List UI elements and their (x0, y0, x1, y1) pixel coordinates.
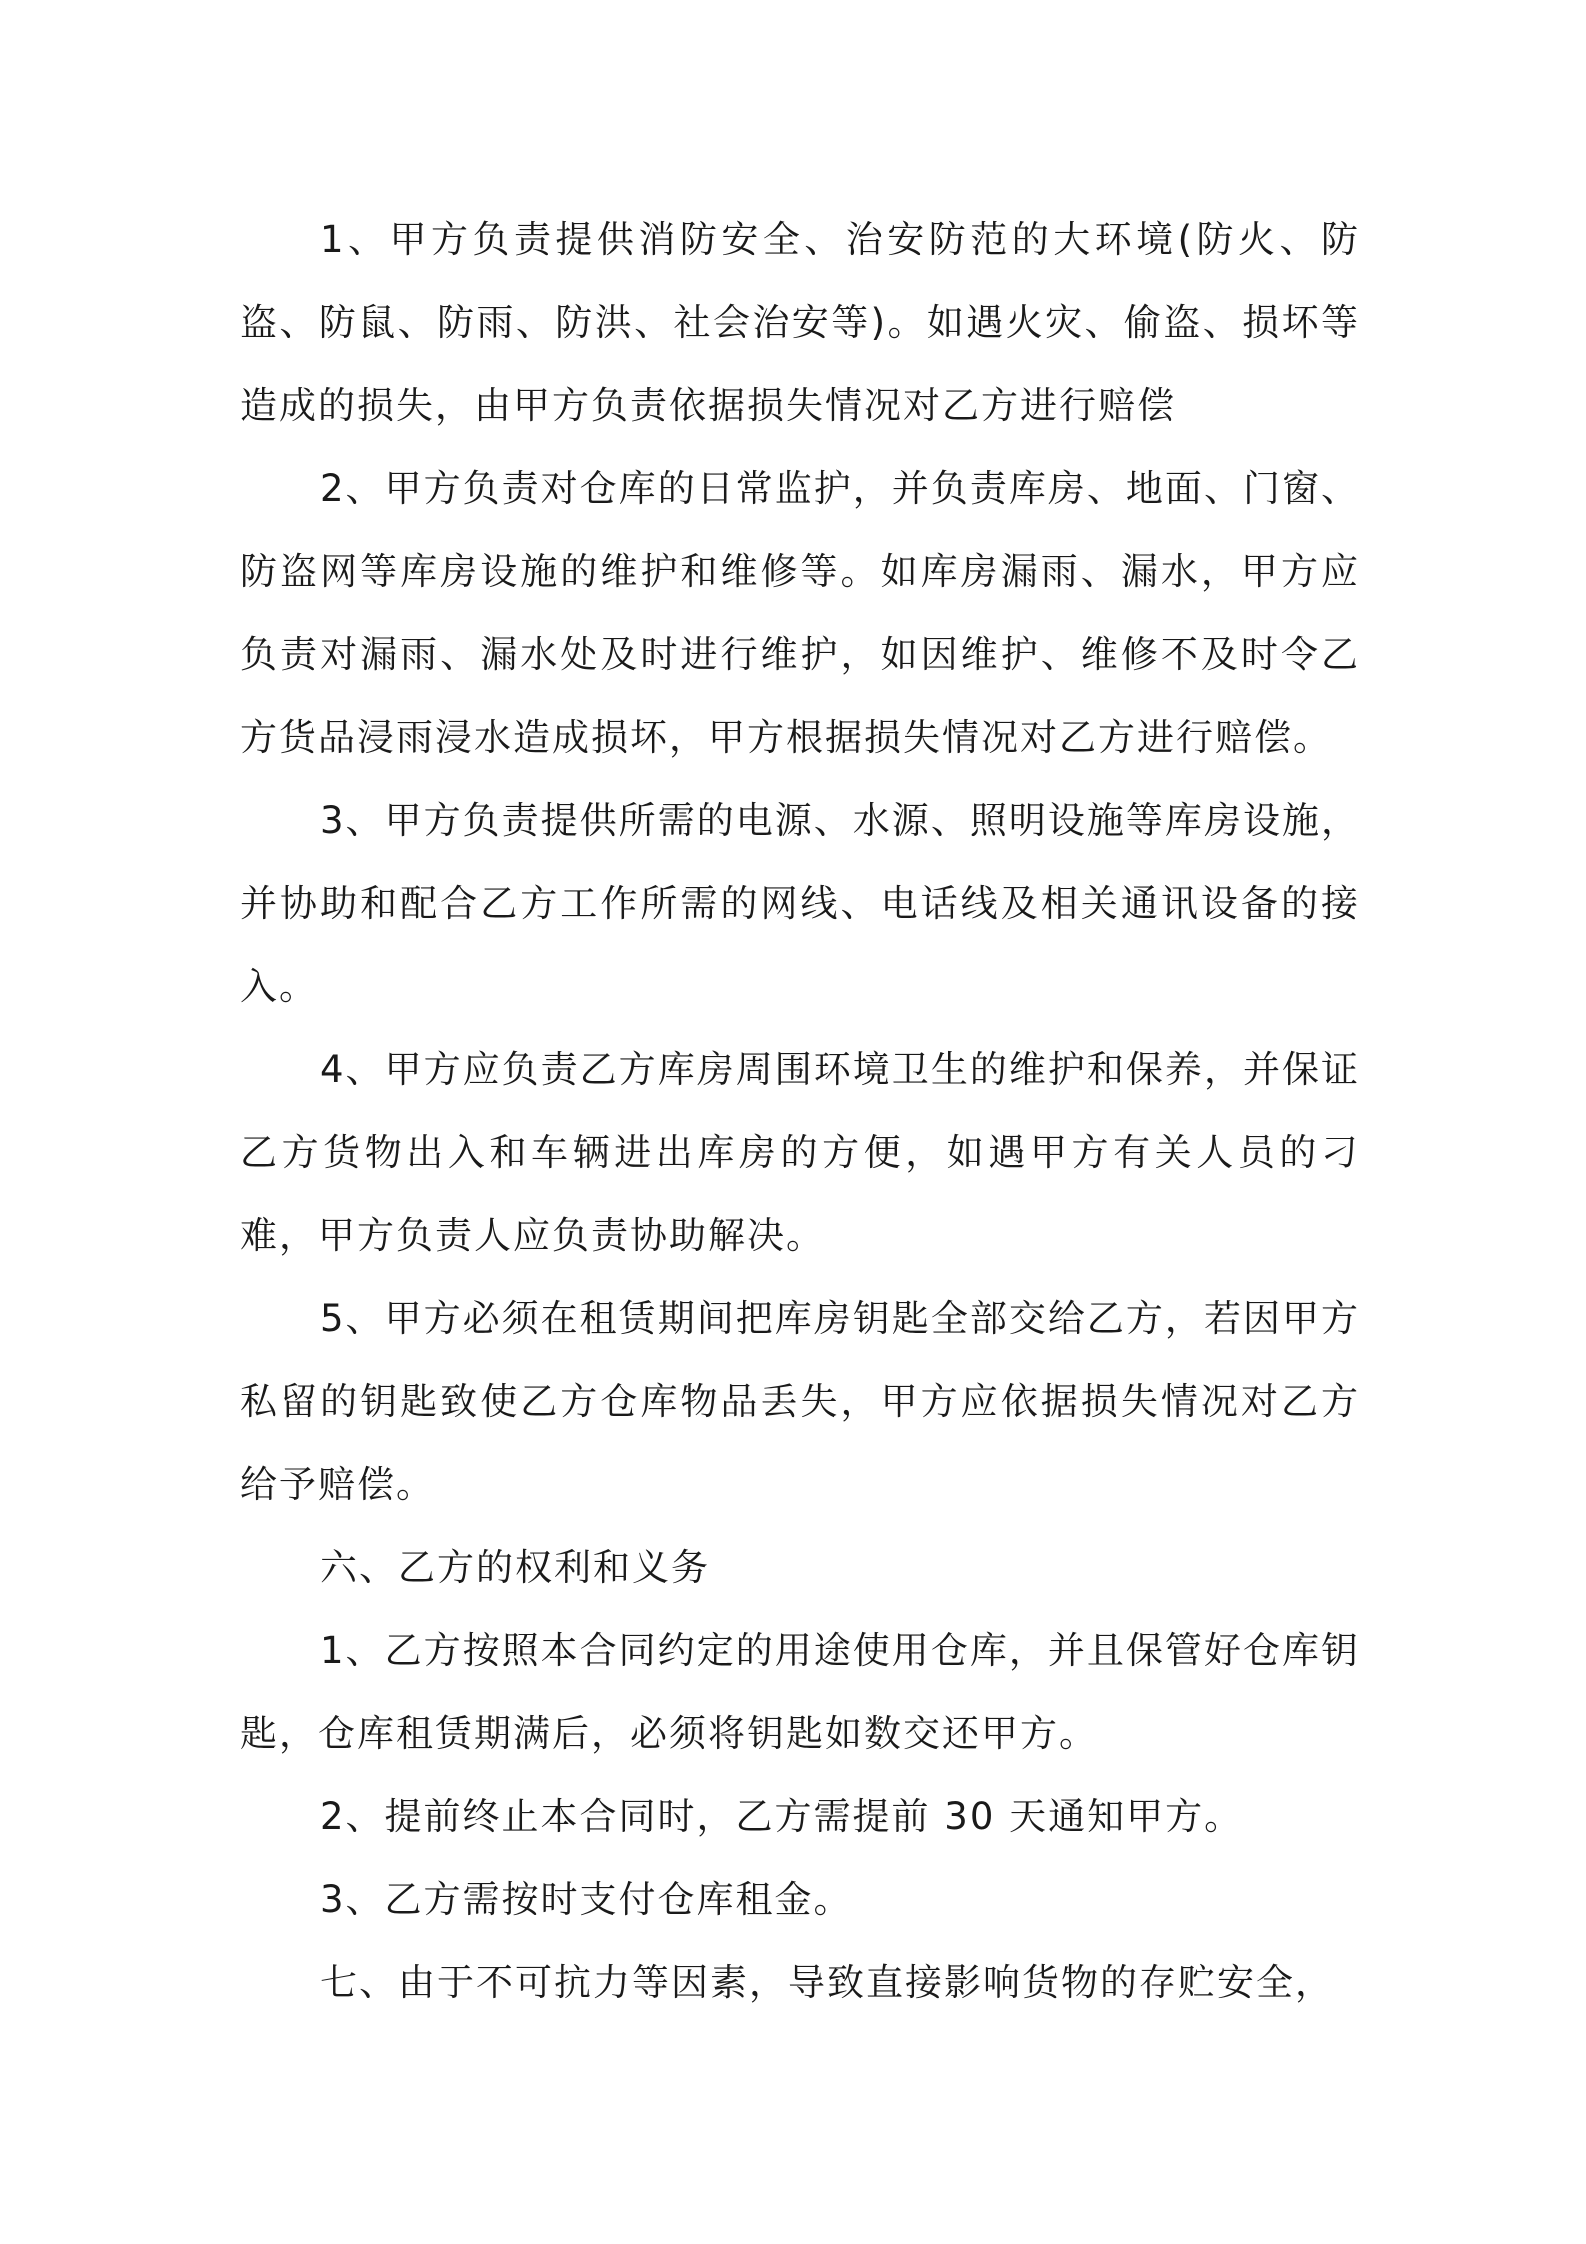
section-heading-force-majeure: 七、由于不可抗力等因素，导致直接影响货物的存贮安全， (320, 1961, 1334, 2004)
section-heading-party-b: 六、乙方的权利和义务 (320, 1546, 710, 1589)
document-body (240, 198, 1360, 2024)
clause-party-b-2: 2、提前终止本合同时，乙方需提前 30 天通知甲方。 (320, 1795, 1244, 1838)
clause-party-a-2: 2、甲方负责对仓库的日常监护，并负责库房、地面、门窗、防盗网等库房设施的维护和维修等。如库房漏雨、漏水，甲方应负责对漏雨、漏水处及时进行维护，如因维护、维修不及时令乙方货品浸雨浸水造成损坏，甲方根据损失情况对乙方进行赔偿。 (240, 467, 1360, 759)
clause-party-a-3: 3、甲方负责提供所需的电源、水源、照明设施等库房设施，并协助和配合乙方工作所需的网线、电话线及相关通讯设备的接入。 (240, 799, 1360, 1008)
clause-party-a-5: 5、甲方必须在租赁期间把库房钥匙全部交给乙方，若因甲方私留的钥匙致使乙方仓库物品丢失，甲方应依据损失情况对乙方给予赔偿。 (240, 1297, 1360, 1506)
clause-party-b-3: 3、乙方需按时支付仓库租金。 (320, 1878, 853, 1921)
clause-party-a-1: 1、甲方负责提供消防安全、治安防范的大环境(防火、防盗、防鼠、防雨、防洪、社会治安等)。如遇火灾、偷盗、损坏等造成的损失，由甲方负责依据损失情况对乙方进行赔偿 (240, 218, 1360, 427)
clause-party-b-1: 1、乙方按照本合同约定的用途使用仓库，并且保管好仓库钥匙，仓库租赁期满后，必须将钥匙如数交还甲方。 (240, 1629, 1360, 1755)
clause-party-a-4: 4、甲方应负责乙方库房周围环境卫生的维护和保养，并保证乙方货物出入和车辆进出库房的方便，如遇甲方有关人员的刁难，甲方负责人应负责协助解决。 (240, 1048, 1360, 1257)
